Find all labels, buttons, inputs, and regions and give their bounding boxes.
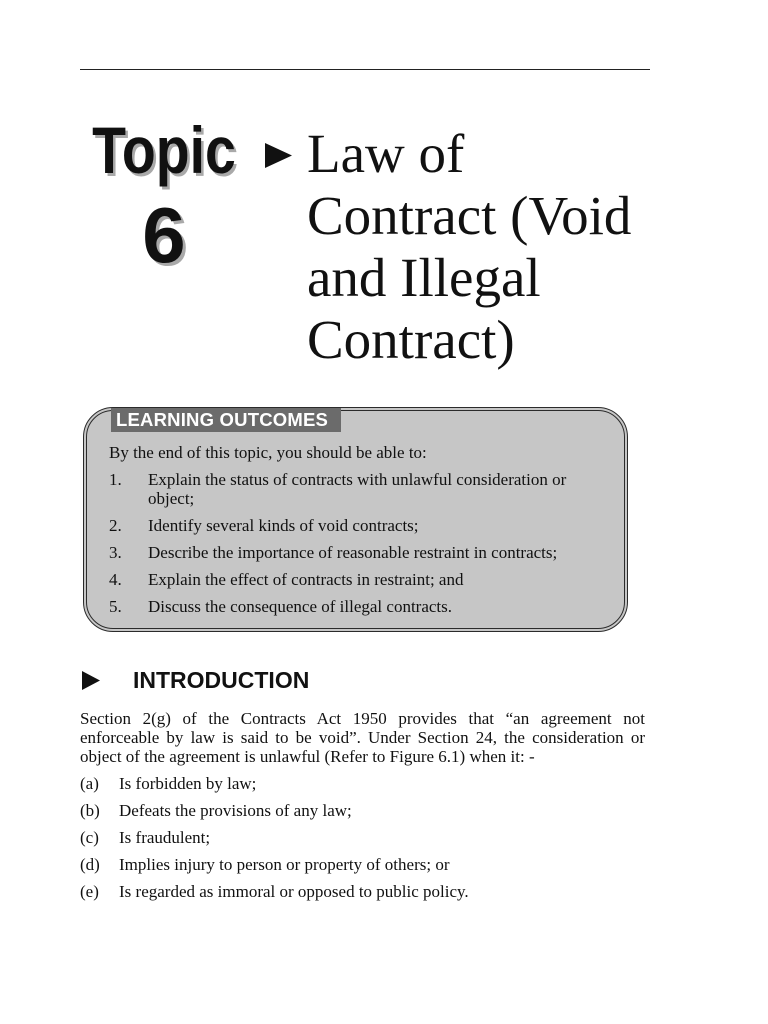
list-item-label: (e) (80, 882, 99, 901)
list-item (80, 828, 645, 847)
outcome-text: Identify several kinds of void contracts; (148, 516, 419, 535)
outcome-number: 1. (109, 470, 122, 489)
learning-outcomes-content (109, 443, 609, 616)
title-line: Law of (307, 123, 465, 184)
outcome-item (109, 597, 609, 616)
paragraph-line: enforceable by law is said to be void”. Under Section 24, the consideration or (80, 728, 645, 747)
introduction-heading: INTRODUCTION (133, 667, 310, 693)
outcome-number: 5. (109, 597, 122, 616)
introduction-paragraph (80, 709, 645, 766)
title-line: Contract) (307, 309, 515, 370)
topic-label: Topic (92, 113, 236, 187)
list-item-label: (a) (80, 774, 99, 793)
list-item (80, 882, 645, 901)
learning-outcomes-box (83, 407, 628, 632)
topic-number: 6 (142, 191, 186, 279)
list-item (80, 801, 645, 820)
list-item-text: Implies injury to person or property of others; or (119, 855, 450, 874)
list-item-label: (d) (80, 855, 100, 874)
outcome-text: Discuss the consequence of illegal contracts. (148, 597, 453, 616)
outcome-text: Describe the importance of reasonable restraint in contracts; (148, 543, 558, 562)
right-triangle-icon (82, 671, 100, 690)
outcome-number: 3. (109, 543, 122, 562)
unlawful-conditions-list (80, 766, 645, 901)
paragraph-line: object of the agreement is unlawful (Refer to Figure 6.1) when it: - (80, 747, 535, 766)
list-item-label: (c) (80, 828, 99, 847)
outcome-text: Explain the effect of contracts in restraint; and (148, 570, 464, 589)
learning-outcomes-heading: LEARNING OUTCOMES (111, 408, 341, 432)
page-title (307, 123, 747, 371)
outcome-text: Explain the status of contracts with unlawful consideration or object; (148, 470, 567, 508)
outcome-item (109, 543, 609, 562)
outcome-item (109, 516, 609, 535)
list-item-text: Is regarded as immoral or opposed to public policy. (119, 882, 469, 901)
paragraph-line: Section 2(g) of the Contracts Act 1950 provides that “an agreement not (80, 709, 645, 728)
list-item-text: Defeats the provisions of any law; (119, 801, 352, 820)
right-triangle-icon (265, 143, 292, 168)
outcome-item (109, 470, 609, 508)
top-rule (80, 69, 650, 70)
list-item (80, 855, 645, 874)
outcome-item (109, 570, 609, 589)
list-item (80, 774, 645, 793)
outcome-number: 2. (109, 516, 122, 535)
title-line: and Illegal (307, 247, 541, 308)
list-item-text: Is forbidden by law; (119, 774, 257, 793)
learning-outcomes-intro: By the end of this topic, you should be able to: (109, 443, 427, 462)
outcome-number: 4. (109, 570, 122, 589)
title-line: Contract (Void (307, 185, 632, 246)
list-item-text: Is fraudulent; (119, 828, 211, 847)
list-item-label: (b) (80, 801, 100, 820)
